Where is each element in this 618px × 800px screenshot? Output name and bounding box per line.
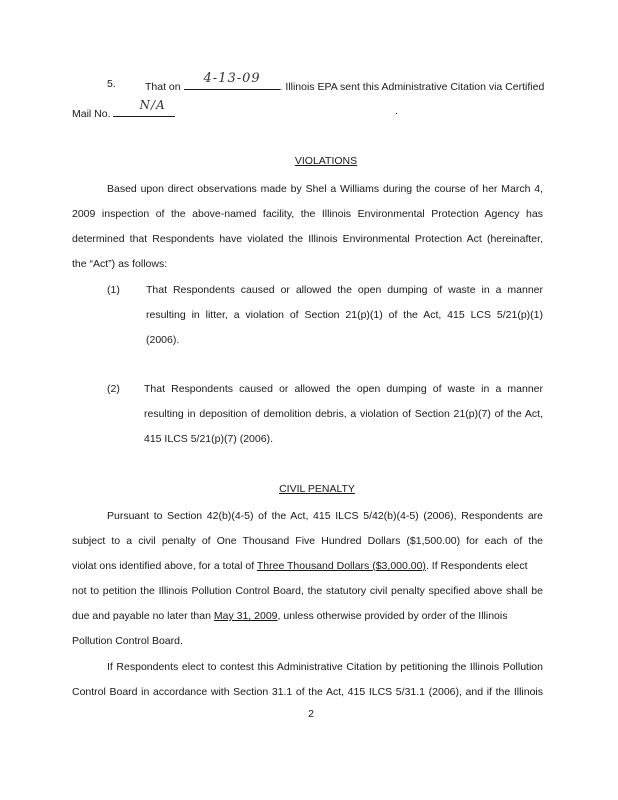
penalty-line3-post: . If Respondents elect bbox=[425, 560, 528, 572]
mail-no-blank bbox=[113, 98, 175, 117]
civil-penalty-line-2: subject to a civil penalty of One Thousand Five Hundred Dollars ($1,500.00) for each of the bbox=[72, 535, 543, 547]
civil-penalty-line-6: Pollution Control Board. bbox=[72, 635, 183, 647]
date-blank bbox=[184, 71, 280, 90]
violations-intro-line-2: 2009 inspection of the above-named facility, the Illinois Environmental Protection Agency has bbox=[72, 208, 543, 220]
penalty-due-date: May 31, 2009 bbox=[213, 610, 278, 622]
violation-1-line-1: That Respondents caused or allowed the open dumping of waste in a manner bbox=[146, 284, 543, 296]
violations-intro-line-1: Based upon direct observations made by Shel a Williams during the course of her March 4, bbox=[107, 183, 543, 195]
penalty-total: Three Thousand Dollars ($3,000.00) bbox=[256, 560, 426, 572]
item5-number: 5. bbox=[107, 78, 116, 90]
page-number: 2 bbox=[308, 708, 314, 720]
contest-line-2: Control Board in accordance with Section 31.1 of the Act, 415 ILCS 5/31.1 (2006), and if the Illinois bbox=[72, 686, 543, 698]
violation-2-line-1: That Respondents caused or allowed the open dumping of waste in a manner bbox=[144, 383, 543, 395]
item5-sentence bbox=[145, 71, 545, 94]
contest-line-1: If Respondents elect to contest this Administrative Citation by petitioning the Illinois Pollution bbox=[107, 661, 543, 673]
violations-intro-line-4: the “Act”) as follows: bbox=[72, 258, 168, 270]
penalty-line5-pre: due and payable no later than bbox=[72, 610, 211, 622]
civil-penalty-line-3 bbox=[72, 559, 543, 573]
violation-2-number: (2) bbox=[107, 383, 120, 395]
civil-penalty-heading: CIVIL PENALTY bbox=[279, 483, 355, 495]
violation-1-line-3: (2006). bbox=[146, 334, 180, 346]
penalty-line5-post: , unless otherwise provided by order of the Illinois bbox=[277, 610, 508, 622]
mail-no-label: Mail No. bbox=[72, 108, 111, 120]
violation-1-number: (1) bbox=[107, 284, 120, 296]
handwritten-date: 4-13-09 bbox=[203, 71, 261, 86]
handwritten-mail-no: N/A bbox=[139, 98, 166, 112]
mail-no-period: . bbox=[395, 105, 398, 117]
violations-intro-line-3: determined that Respondents have violated the Illinois Environmental Protection Act (hereinafter, bbox=[72, 233, 543, 245]
mail-no-line bbox=[72, 98, 175, 121]
that-on-text: That on bbox=[145, 81, 181, 93]
penalty-line3-pre: violat ons identified above, for a total of bbox=[72, 560, 255, 572]
violations-heading: VIOLATIONS bbox=[294, 155, 358, 167]
civil-penalty-line-5 bbox=[72, 609, 507, 623]
violation-2-line-2: resulting in deposition of demolition debris, a violation of Section 21(p)(7) of the Act, bbox=[144, 408, 543, 420]
violation-1-line-2: resulting in litter, a violation of Section 21(p)(1) of the Act, 415 LCS 5/21(p)(1) bbox=[146, 309, 543, 321]
civil-penalty-line-1: Pursuant to Section 42(b)(4-5) of the Act, 415 ILCS 5/42(b)(4-5) (2006), Respondents are bbox=[107, 510, 543, 522]
after-date-text: . Illinois EPA sent this Administrative Citation via Certified bbox=[279, 81, 545, 93]
civil-penalty-line-4: not to petition the Illinois Pollution Control Board, the statutory civil penalty specified above shall be bbox=[72, 585, 543, 597]
violation-2-line-3: 415 ILCS 5/21(p)(7) (2006). bbox=[144, 433, 273, 445]
